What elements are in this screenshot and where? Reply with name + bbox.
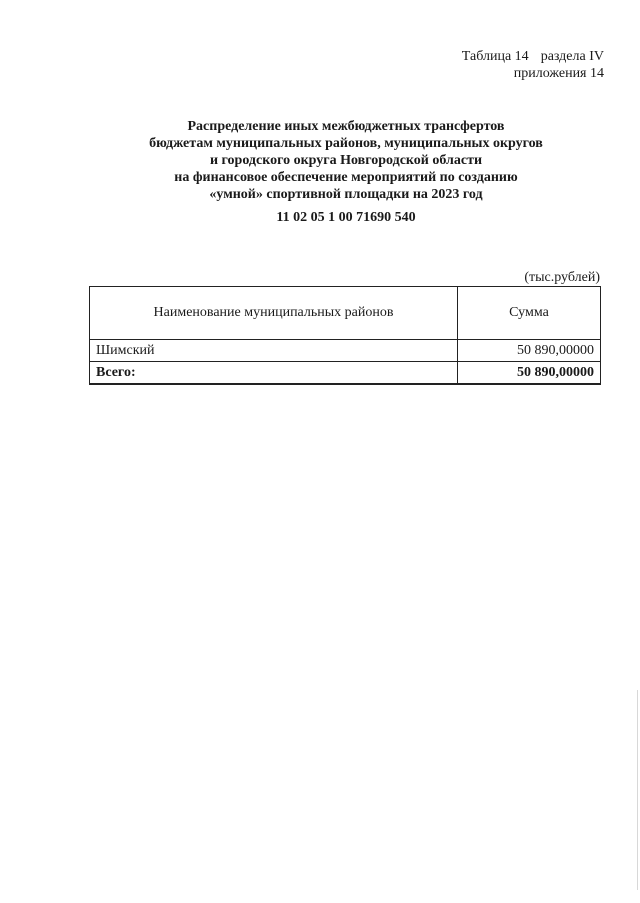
row-amount: 50 890,00000 [458, 340, 601, 362]
document-title [90, 118, 602, 226]
column-header-amount: Сумма [458, 287, 601, 340]
table-number: Таблица 14 [461, 49, 529, 64]
column-header-name: Наименование муниципальных районов [90, 287, 458, 340]
row-district-name: Шимский [90, 340, 458, 362]
total-label: Всего: [90, 362, 458, 385]
title-line-4: на финансовое обеспечение мероприятий по созданию [174, 170, 518, 185]
units-label: (тыс.рублей) [524, 270, 600, 285]
title-line-5: «умной» спортивной площадки на 2023 год [209, 187, 483, 202]
title-line-1: Распределение иных межбюджетных трансфертов [187, 119, 505, 134]
document-reference [462, 48, 604, 82]
distribution-table [89, 286, 601, 385]
table-section-ref [462, 48, 604, 65]
table-total-row [90, 362, 601, 385]
budget-code: 11 02 05 1 00 71690 540 [276, 210, 416, 225]
section-number: раздела IV [540, 49, 604, 64]
table-row [90, 340, 601, 362]
title-line-2: бюджетам муниципальных районов, муниципальных округов [149, 136, 543, 151]
table-header-row [90, 287, 601, 340]
appendix-number: приложения 14 [513, 66, 604, 81]
title-line-3: и городского округа Новгородской области [209, 153, 483, 168]
scan-margin-line [637, 690, 638, 890]
total-amount: 50 890,00000 [458, 362, 601, 385]
